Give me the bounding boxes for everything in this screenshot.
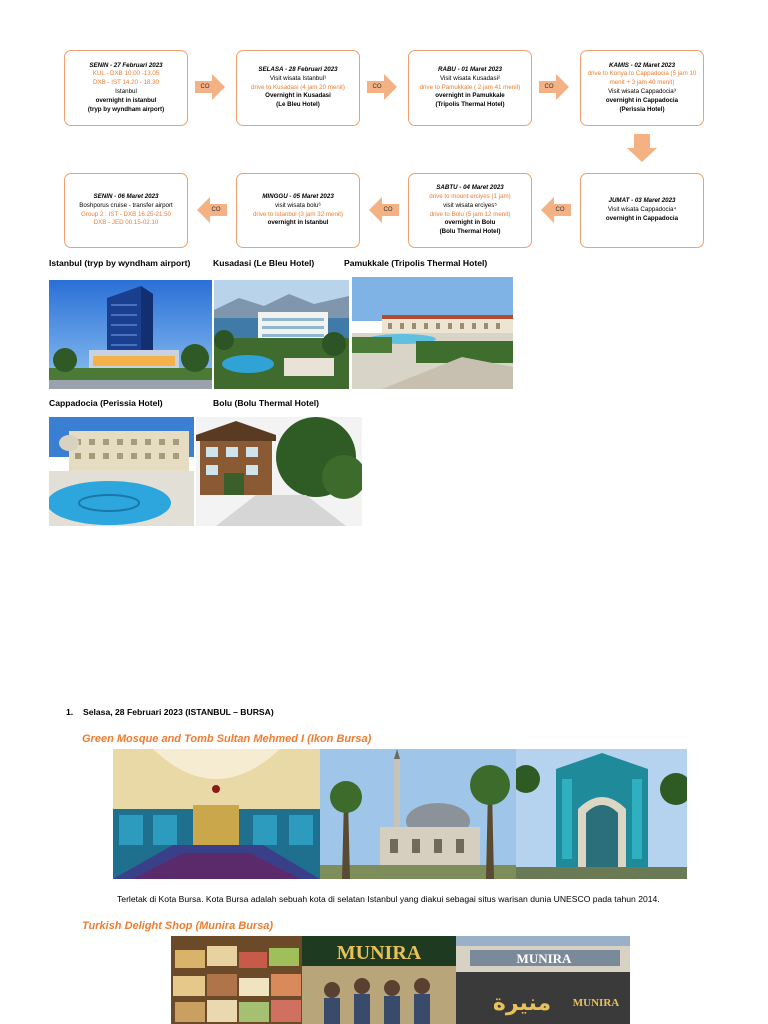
drive-line: drive to Konya to Cappadocia (5 jam 10 menit + 3 jam 40 menit) [587, 70, 697, 87]
day-title: SELASA - 28 Februari 2023 [258, 66, 338, 73]
flight-line: DXB - IST 14.20 - 18.30 [93, 79, 159, 87]
overnight-line: overnight in istanbul [95, 96, 157, 104]
overnight-line: overnight in Pamukkale [435, 92, 505, 100]
arrow-right-icon [367, 74, 397, 100]
photo-green-mosque-interior [113, 749, 320, 879]
overnight-line: overnight in Cappadocia [605, 96, 679, 104]
day-title: SENIN - 06 Maret 2023 [93, 192, 159, 200]
drive-line: drive to Istanbul (3 jam 32 menit) [252, 210, 344, 218]
photo-turkish-delight-sweets [171, 936, 302, 1024]
photo-tomb-sultan-mehmed [516, 749, 687, 879]
overnight-line: overnight in Istanbul [267, 219, 329, 227]
attraction-title-green-mosque: Green Mosque and Tomb Sultan Mehmed I (Ikon Bursa) [82, 733, 372, 745]
hotel-caption-bolu: Bolu (Bolu Thermal Hotel) [213, 398, 319, 408]
day-box-4 [580, 50, 704, 126]
arrow-down-icon [627, 134, 657, 162]
hotel-line: (Bolu Thermal Hotel) [439, 228, 501, 236]
day-box-3 [408, 50, 532, 126]
day-title: JUMAT - 03 Maret 2023 [608, 197, 676, 205]
photo-munira-shop-exterior [456, 936, 630, 1024]
arrow-left-icon [197, 197, 227, 223]
day-title: MINGGU - 05 Maret 2023 [262, 192, 334, 200]
drive-line: drive to mount erciyes (1 jam) [429, 192, 511, 200]
arrow-label: CO [200, 84, 210, 90]
photo-munira-shop-front [302, 936, 456, 1024]
hotel-caption-kusadasi: Kusadasi (Le Bleu Hotel) [213, 258, 315, 268]
detail-line: Visit wisata Istanbul¹ [269, 74, 327, 82]
arrow-label: CO [555, 207, 565, 213]
photo-istanbul-hotel [49, 280, 212, 389]
day-box-1 [64, 50, 188, 126]
hotel-line: (tryp by wyndham airport) [87, 105, 165, 113]
arrow-label: CO [211, 207, 221, 213]
photo-bolu-hotel [196, 417, 362, 526]
munira-sign: MUNIRA [336, 942, 422, 964]
overnight-line: Overnight in Kusadasi [265, 92, 331, 100]
overnight-line: overnight in Cappadocia [605, 214, 679, 222]
flight-line: Group 2 : IST - DXB 16.25-21.50 [81, 210, 171, 218]
arrow-right-icon [195, 74, 225, 100]
hotel-caption-cappadocia: Cappadocia (Perissia Hotel) [49, 398, 163, 408]
photo-kusadasi-hotel [214, 280, 349, 389]
day-title: KAMIS - 02 Maret 2023 [608, 61, 676, 69]
detail-line: Visit wisata Cappadocia³ [608, 88, 676, 95]
detail-line: Visit wisata Cappadocia⁴ [607, 206, 677, 214]
arrow-left-icon [369, 197, 399, 223]
munira-sign-storefront: MUNIRA [572, 997, 620, 1009]
section-title: Selasa, 28 Februari 2023 (ISTANBUL – BURSA) [83, 707, 274, 717]
day-box-5 [580, 173, 704, 248]
arrow-label: CO [544, 84, 554, 90]
hotel-caption-pamukkale: Pamukkale (Tripolis Thermal Hotel) [344, 258, 488, 268]
arrow-left-icon [541, 197, 571, 223]
hotel-line: (Perissia Hotel) [619, 105, 665, 113]
hotel-line: (Le Bleu Hotel) [276, 101, 320, 109]
drive-line: drive to Bolu (5 jam 12 menit) [429, 210, 511, 218]
flight-line: DXB - JED 00.15-02.10 [93, 219, 159, 227]
day-box-8 [64, 173, 188, 248]
overnight-line: overnight in Bolu [444, 219, 496, 227]
section-heading [66, 707, 274, 717]
photo-green-mosque-exterior [320, 749, 516, 879]
detail-line: Istanbul [115, 88, 137, 95]
day-title: RABU - 01 Maret 2023 [438, 66, 502, 73]
munira-sign-small: MUNIRA [516, 951, 572, 966]
section-number: 1. [66, 707, 74, 717]
day-title: SENIN - 27 Februari 2023 [89, 61, 163, 69]
arrow-right-icon [539, 74, 569, 100]
hotel-line: (Tripolis Thermal Hotel) [435, 101, 505, 109]
photo-pamukkale-hotel [352, 277, 513, 389]
detail-line: Visit wisata Kusadasi² [439, 74, 501, 82]
hotel-caption-istanbul: Istanbul (tryp by wyndham airport) [49, 258, 191, 268]
day-box-7 [236, 173, 360, 248]
day-box-2 [236, 50, 360, 126]
drive-line: drive to Pamukkale ( 2 jam 41 menit) [419, 83, 521, 91]
detail-line: Boshporus cruise - transfer airport [79, 201, 173, 209]
detail-line: visit wisata bolu⁶ [275, 201, 321, 209]
arrow-label: CO [383, 207, 393, 213]
attraction-description: Terletak di Kota Bursa. Kota Bursa adalah sebuah kota di selatan Istanbul yang diakui sebagai situs warisan dunia UNESCO pada tahun 2014. [117, 894, 660, 904]
day-title: SABTU - 04 Maret 2023 [436, 184, 504, 192]
detail-line: visit wisata erciyes⁵ [443, 201, 497, 209]
day-box-6 [408, 173, 532, 248]
photo-cappadocia-hotel [49, 417, 194, 526]
drive-line: drive to Kusadasi (4 jam 20 menit) [251, 83, 345, 91]
arrow-label: CO [372, 84, 382, 90]
flight-line: KUL - DXB 10.00 -13.05 [92, 70, 160, 78]
munira-sign-arabic: منيرة [492, 991, 552, 1016]
attraction-title-turkish-delight: Turkish Delight Shop (Munira Bursa) [82, 920, 274, 932]
